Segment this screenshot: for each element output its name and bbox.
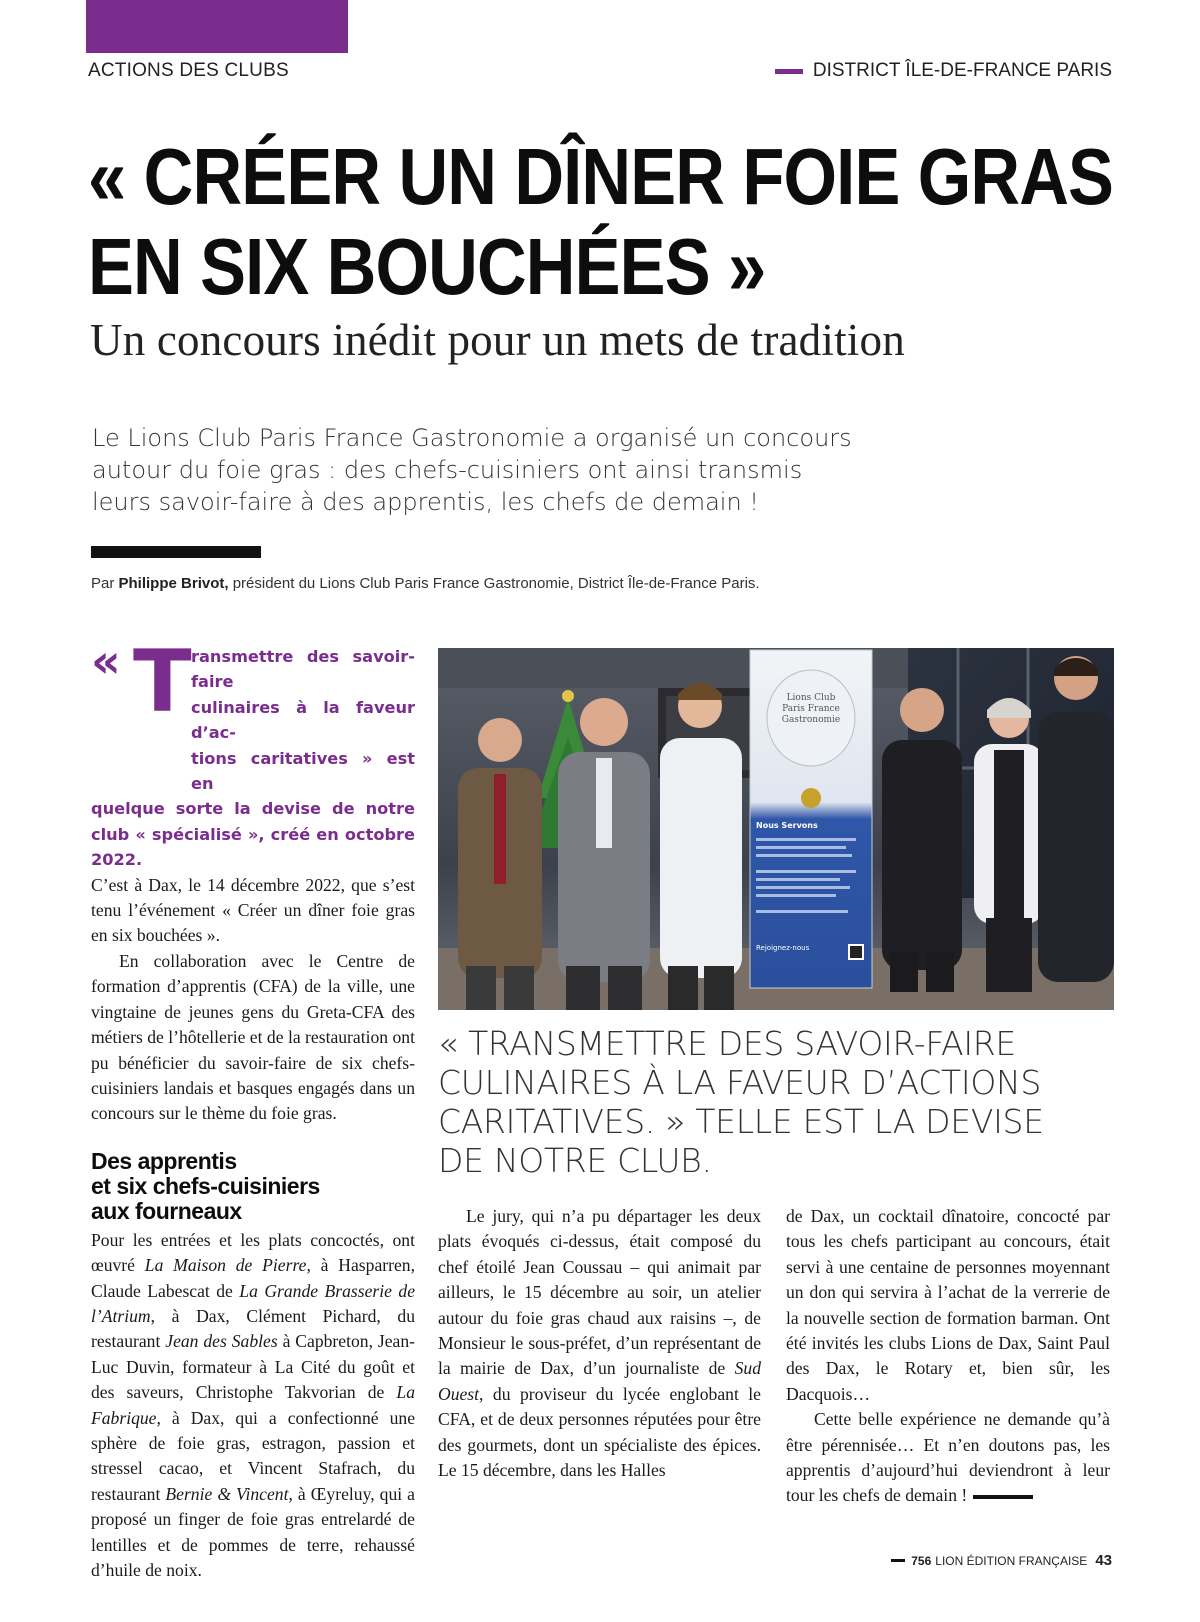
pull-quote-line-4: DE NOTRE CLUB.: [438, 1141, 712, 1180]
lede-dropcap: T: [133, 632, 192, 732]
byline-author: Philippe Brivot,: [118, 575, 229, 592]
page-number: 43: [1095, 1552, 1112, 1569]
lede: [91, 632, 415, 873]
p4-text-b: , du proviseur du lycée englobant le CFA, et de deux personnes réputées pour être des gourmets, dont un spécialiste des épices. Le 15 décembre, dans les Halles: [438, 1383, 761, 1481]
pull-quote-line-3: CARITATIVES. » TELLE EST LA DEVISE: [438, 1102, 1044, 1141]
p3-text-b: , à Hasparren, Claude Labescat de: [91, 1255, 415, 1301]
p3-text-c: , à Dax, Clément Pichard, du restaurant: [91, 1305, 415, 1352]
banner-footer: Rejoignez-nous: [756, 944, 810, 952]
intro-line-3: leurs savoir-faire à des apprentis, les chefs de demain !: [92, 488, 759, 516]
lede-line-1: ransmettre des savoir-faire: [191, 647, 415, 692]
p6-text: Cette belle expérience ne demande qu’à être pérennisée… Et n’en doutons pas, les apprentis d’aujourd’hui deviendront à leur tour les chefs de demain !: [786, 1409, 1110, 1506]
end-of-article-mark: [973, 1495, 1033, 1499]
lede-line-2: culinaires à la faveur d’ac-: [191, 697, 415, 743]
group-photo: [438, 648, 1114, 1010]
p4-text-a: Le jury, qui n’a pu départager les deux plats évoqués ci-dessus, était composé du chef étoilé Jean Coussau – qui animait par ailleurs, le 15 décembre au soir, un atelier autour du foie gras chaud aux raisins –, de Monsieur le sous-préfet, d’un représentant de la mairie de Dax, d’un journaliste de: [438, 1206, 761, 1379]
paragraph-6: [786, 1407, 1110, 1509]
article-column-1: [91, 632, 416, 1583]
article-subtitle: Un concours inédit pour un mets de tradition: [90, 315, 905, 365]
article-intro: [92, 422, 912, 518]
byline-prefix: Par: [91, 575, 115, 592]
pull-quote-line-2: CULINAIRES À LA FAVEUR D’ACTIONS: [438, 1063, 1042, 1102]
pull-quote-line-1: « TRANSMETTRE DES SAVOIR-FAIRE: [438, 1024, 1016, 1063]
intro-divider: [91, 546, 261, 558]
p3-text-a: Pour les entrées et les plats concoctés, ont œuvré: [91, 1229, 415, 1276]
article-column-3: [786, 1204, 1110, 1509]
p3-italic-4: La Fabrique: [91, 1382, 415, 1428]
magazine-name: LION ÉDITION FRANÇAISE: [935, 1554, 1088, 1568]
section-subhead: [91, 1149, 415, 1224]
lede-rest: quelque sorte la devise de notre club « spécialisé », créé en octobre 2022.: [91, 799, 415, 870]
p3-italic-5: Bernie & Vincent: [165, 1483, 289, 1504]
headline-line-2: EN SIX BOUCHÉES »: [88, 222, 766, 311]
subhead-line-1: Des apprentis: [91, 1147, 237, 1174]
issue-number: 756: [911, 1554, 932, 1568]
paragraph-4: [438, 1204, 761, 1483]
subhead-line-3: aux fourneaux: [91, 1197, 242, 1224]
paragraph-2: En collaboration avec le Centre de formation d’apprentis (CFA) de la ville, une vingtaine de jeunes gens du Greta-CFA des métiers de l’hôtellerie et de la restauration ont pu bénéficier du savoir-faire de six chefs-cuisiniers landais et basques engagés dans un concours sur le thème du foie gras.: [91, 950, 415, 1124]
footer-dash: [891, 1559, 905, 1562]
district-dash: [775, 69, 803, 74]
article-column-2: [438, 1204, 761, 1483]
p3-italic-1: La Maison de Pierre: [144, 1255, 307, 1276]
district-label: [775, 60, 1112, 82]
paragraph-5: de Dax, un cocktail dînatoire, concocté par tous les chefs participant au concours, était servi à une centaine de personnes moyennant un don qui servira à l’achat de la verrerie de la nouvelle section de formation barman. Ont été invités les clubs Lions de Dax, Saint Paul des Dax, le Rotary et, bien sûr, les Dacquois…: [786, 1206, 1110, 1404]
group-photo-illustration: [438, 648, 1114, 1010]
banner-heading: Nous Servons: [756, 821, 818, 830]
lede-quote-mark: «: [91, 634, 121, 688]
paragraph-3: [91, 1228, 415, 1584]
section-color-bar: [86, 0, 348, 53]
p3-text-f: , à Œyreluy, qui a proposé un finger de foie gras entrelardé de lentilles et de pommes de terre, rehaussé d’huile de noix.: [91, 1483, 415, 1580]
p3-text-e: , à Dax, qui a confectionné une sphère de foie gras, estragon, passion et stressel cacao, et Vincent Stafrach, du restaurant: [91, 1407, 415, 1504]
intro-line-2: autour du foie gras : des chefs-cuisiniers ont ainsi transmis: [92, 456, 803, 484]
district-text: DISTRICT ÎLE-DE-FRANCE PARIS: [812, 60, 1112, 81]
p4-italic: Sud Ouest: [438, 1358, 761, 1404]
banner-line-3: Gastronomie: [781, 715, 841, 725]
article-headline: [88, 132, 1114, 312]
subhead-line-2: et six chefs-cuisiniers: [91, 1172, 320, 1199]
paragraph-1: C’est à Dax, le 14 décembre 2022, que s’est tenu l’événement « Créer un dîner foie gras en six bouchées ».: [91, 874, 415, 946]
p3-italic-2: La Grande Brasserie de l’Atrium: [91, 1280, 416, 1326]
banner-line-2: Paris France: [782, 704, 840, 714]
section-label: ACTIONS DES CLUBS: [88, 60, 289, 81]
p3-italic-3: Jean des Sables: [165, 1331, 278, 1352]
headline-line-1: « CRÉER UN DÎNER FOIE GRAS: [88, 132, 1114, 221]
banner-line-1: Lions Club: [786, 693, 836, 703]
byline: [91, 575, 760, 592]
byline-rest: président du Lions Club Paris France Gastronomie, District Île-de-France Paris.: [228, 575, 760, 592]
page-footer: [891, 1552, 1112, 1569]
pull-quote: [438, 1024, 1114, 1180]
intro-line-1: Le Lions Club Paris France Gastronomie a organisé un concours: [92, 424, 852, 452]
lede-line-3: tions caritatives » est en: [191, 748, 415, 794]
p3-text-d: à Capbreton, Jean-Luc Duvin, formateur à La Cité du goût et des saveurs, Christophe Takvorian de: [91, 1331, 415, 1403]
